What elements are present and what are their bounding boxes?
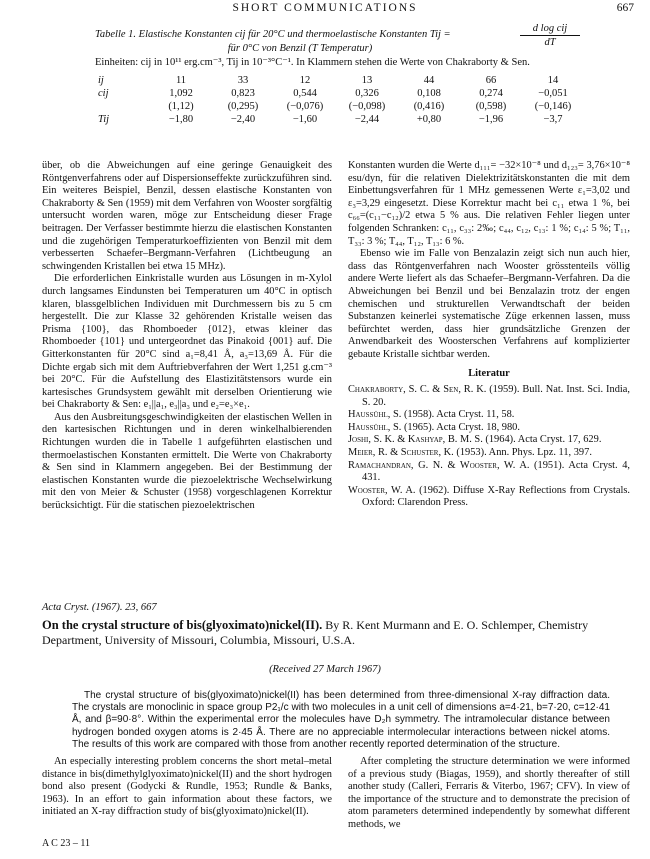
- reference-author: Ramachandran, G. N. & Wooster, W. A.: [348, 459, 530, 471]
- table-row-label: Tij: [98, 114, 110, 125]
- table-row: [98, 113, 584, 126]
- table-cell: (0,416): [413, 101, 445, 112]
- table-cell: −0,051: [538, 88, 568, 99]
- journal-reference: Acta Cryst. (1967). 23, 667: [42, 602, 157, 613]
- reference-details: (1958). Acta Cryst. 11, 58.: [401, 409, 515, 421]
- article-body-left: An especially interesting problem concerns the short metal–metal distance in bis(dimethylglyoximato)nickel(II) and the short hydrogen bond also present (Godycki & Rundle, 1953; Rundle & Banks, 1963). In an effort to gain information about these factors, we initiated an X-ray diffraction study of bis(glyoximato)nickel(II).: [42, 756, 332, 818]
- table-cell: 11: [175, 75, 187, 86]
- table-cell: (−0,146): [534, 101, 572, 112]
- table-cell: 0,326: [355, 88, 379, 99]
- page-number: 667: [616, 2, 634, 14]
- table-cell: 13: [361, 75, 373, 86]
- table-cell: −1,96: [478, 114, 504, 125]
- table-cell: 66: [485, 75, 497, 86]
- left-paragraph-2: Die erforderlichen Einkristalle wurden aus Lösungen in m-Xylol durch langsames Eindunsten bei Temperaturen um 40°C in optisch klaren, blassgelblichen Individuen mit Durchmessern bis zu 5 cm hergestellt. Die zur Klasse 32 gehörenden Kristalle weisen das Prisma {100}, das Rhomboeder {012}, etwas kleiner das Rhomboeder {101} und untergeordnet das Pinakoid {001} auf. Die Gitterkonstanten für 20°C sind a₁=8,41 Å, a₃=13,69 Å. Für die Dichte ergab sich mit dem Auftriebverfahren der Wert 1,251 g.cm⁻³ bei 20°C. Für die Aufstellung des Elastizitätstensors wurde ein kartesisches Grundsystem gewählt mit derselben Orientierung wie bei Chakraborty & Sen: e₁||a₁, e₃||a₃ und e₂=e₃×e₁.: [42, 273, 332, 411]
- reference-item: [348, 409, 630, 422]
- table-caption-fraction: [520, 22, 580, 49]
- article-authors: By R. Kent Murmann and E. O. Schlemper, Chemistry Department, University of Missouri, Columbia, Missouri, U.S.A.: [42, 618, 589, 647]
- reference-item: [348, 384, 630, 409]
- elastic-constants-table: [98, 74, 584, 126]
- table-row: [98, 74, 584, 87]
- references-list: [348, 384, 630, 510]
- reference-author: Haussühl, S.: [348, 409, 402, 421]
- signature-code: A C 23 – 11: [42, 838, 90, 849]
- table-row-label: ij: [98, 75, 104, 86]
- references-heading: Literatur: [468, 367, 510, 379]
- table-cell: 1,092: [169, 88, 193, 99]
- table-cell: 12: [299, 75, 311, 86]
- table-cell: (−0,098): [348, 101, 386, 112]
- table-caption-line2: für 0°C von Benzil (T Temperatur): [227, 43, 373, 54]
- reference-author: Chakraborty, S. C. & Sen, R. K.: [348, 384, 487, 396]
- reference-author: Haussühl, S.: [348, 421, 402, 433]
- fraction-denominator: dT: [544, 37, 556, 48]
- received-date: (Received 27 March 1967): [269, 664, 381, 675]
- left-paragraph-1: über, ob die Abweichungen auf eine geringe Genauigkeit des Röntgenverfahrens oder auf Dispersionseffekte zurückzuführen sind. Ein weiteres Beispiel, Benzil, dessen elastische Konstanten von Chakraborty & Sen (1959) mit dem Verfahren von Wooster sorgfältig untersucht worden waren, möge zur Entscheidung dieser Frage beitragen. Der Verfasser bestimmte hierzu die elastischen Konstanten und die zugehörigen Temperaturkoeffizienten von Benzil mit dem verbesserten Schaefer–Bergmann-Verfahren (Lichtbeugung an schwingenden Kristallen bei etwa 15 MHz).: [42, 160, 332, 272]
- table-cell: −2,44: [354, 114, 380, 125]
- table-cell: 0,274: [479, 88, 503, 99]
- reference-details: (1959). Bull. Nat. Inst. Sci. India, S. 20.: [362, 384, 630, 408]
- article-heading: [42, 618, 632, 648]
- reference-author: Meier, R. & Schuster, K.: [348, 447, 454, 459]
- table-cell: 33: [237, 75, 249, 86]
- reference-details: (1965). Acta Cryst. 18, 980.: [401, 421, 520, 433]
- table-cell: −3,7: [543, 114, 563, 125]
- reference-details: (1953). Ann. Phys. Lpz. 11, 397.: [453, 447, 592, 459]
- reference-details: (1962). Diffuse X-Ray Reflections from Crystals. Oxford: Clarendon Press.: [362, 484, 630, 509]
- reference-author: Wooster, W. A.: [348, 484, 416, 496]
- table-cell: 44: [423, 75, 435, 86]
- running-header-title: SHORT COMMUNICATIONS: [232, 2, 418, 14]
- table-cell: 0,544: [293, 88, 317, 99]
- table-cell: (−0,076): [286, 101, 324, 112]
- table-cell: −2,40: [230, 114, 256, 125]
- reference-details: (1951). Acta Cryst. 4, 431.: [362, 459, 630, 484]
- table-cell: (0,295): [227, 101, 259, 112]
- fraction-numerator: d log cij: [520, 22, 580, 36]
- article-title: On the crystal structure of bis(glyoximato)nickel(II).: [42, 618, 323, 632]
- table-row-label: [98, 100, 150, 113]
- table-row: [98, 100, 584, 113]
- reference-author: Joshi, S. K. & Kashyap, B. M. S.: [348, 434, 483, 446]
- table-row-label: cij: [98, 88, 109, 99]
- table-cell: 14: [547, 75, 559, 86]
- reference-details: (1964). Acta Cryst. 17, 629.: [482, 434, 602, 446]
- reference-item: [348, 434, 630, 447]
- table-caption-line1: Tabelle 1. Elastische Konstanten cij für 20°C und thermoelastische Konstanten Tij =: [95, 29, 451, 40]
- table-cell: (1,12): [168, 101, 194, 112]
- abstract: The crystal structure of bis(glyoximato)nickel(II) has been determined from three-dimensional X-ray diffraction data. The crystals are monoclinic in space group P2₁/c with two molecules in a unit cell of dimensions a=4·21, b=7·20, c=12·41 Å, and β=90·8°. Within the experimental error the molecules have D₂h symmetry. The intramolecular distance between hydrogen bonded oxygen atoms is 2·45 Å. There are no appreciable intermolecular interactions between nickel atoms. The results of this work are compared with those from another recently reported determination of the structure.: [72, 690, 610, 750]
- reference-item: [348, 422, 630, 435]
- table-units-note: Einheiten: cij in 10¹¹ erg.cm⁻³, Tij in 10⁻³°C⁻¹. In Klammern stehen die Werte von Chakraborty & Sen.: [95, 57, 530, 68]
- reference-item: [348, 460, 630, 485]
- article-body-right: After completing the structure determination we were informed of a previous study (Biagas, 1959), and shortly thereafter of still another study (Calleri, Ferraris & Viterbo, 1967; CFV). In view of the importance of the structure and to demonstrate the precision of atom parameters determined independently by somewhat different methods, we: [348, 756, 630, 830]
- left-paragraph-3: Aus den Ausbreitungsgeschwindigkeiten der elastischen Wellen in den kartesischen Richtungen und in deren winkelhalbierenden Richtungen wurden die in Tabelle 1 aufgeführten elastischen und thermoelastischen Konstanten ermittelt. Die Werte von Chakraborty & Sen sind in Klammern angegeben. Bei der Bestimmung der elastischen Konstanten wurde die piezoelektrische Wechselwirkung mit den von Meier & Schuster (1958) vorgeschlagenen Korrektur berücksichtigt. Für die statischen piezoelektrischen: [42, 411, 332, 512]
- table-cell: +0,80: [416, 114, 442, 125]
- table-cell: 0,108: [417, 88, 441, 99]
- right-paragraph-1: Konstanten wurden die Werte d₁₁₁= −32×10⁻⁸ und d₁₂₃= 3,76×10⁻⁸ esu/dyn, für die relativen Dielektrizitätskonstanten die mit dem Einbettungsverfahren für 1 MHz gemessenen Werte ε₁=3,02 und ε₃=3,29 eingesetzt. Diese Korrektur macht bei c₁₁ etwa 1 %, bei c₆₆=(c₁₁−c₁₂)/2 etwa 5 % aus. Die relativen Fehler liegen unter folgenden Schranken: c₁₁, c₃₃: 2‰; c₄₄, c₁₂, c₁₃: 1 %; c₁₄: 5 %; T₁₁, T₃₃: 3 %; T₄₄, T₁₂, T₁₃: 6 %.: [348, 160, 630, 247]
- table-cell: −1,80: [168, 114, 194, 125]
- left-column: [42, 160, 332, 513]
- table-row: [98, 87, 584, 100]
- reference-item: [348, 447, 630, 460]
- table-caption: [95, 28, 565, 56]
- table-cell: 0,823: [231, 88, 255, 99]
- right-column: [348, 160, 630, 510]
- reference-item: [348, 485, 630, 510]
- right-paragraph-2: Ebenso wie im Falle von Benzalazin zeigt sich nun auch hier, dass das Röntgenverfahren nach Wooster grösstenteils völlig andere Werte liefert als das Schaefer–Bergmann-Verfahren. Da die Abweichungen bei Benzil und bei Benzalazin trotz der engen chemischen und strukturellen Verwandtschaft der beiden Substanzen keinerlei systematische Züge erkennen lassen, muss befürchtet werden, dass hier grundsätzliche Grenzen der Anwendbarkeit des Woosterschen Verfahrens auf komplizierter gebaute Kristalle sichtbar werden.: [348, 248, 630, 360]
- table-cell: −1,60: [292, 114, 318, 125]
- table-cell: (0,598): [475, 101, 507, 112]
